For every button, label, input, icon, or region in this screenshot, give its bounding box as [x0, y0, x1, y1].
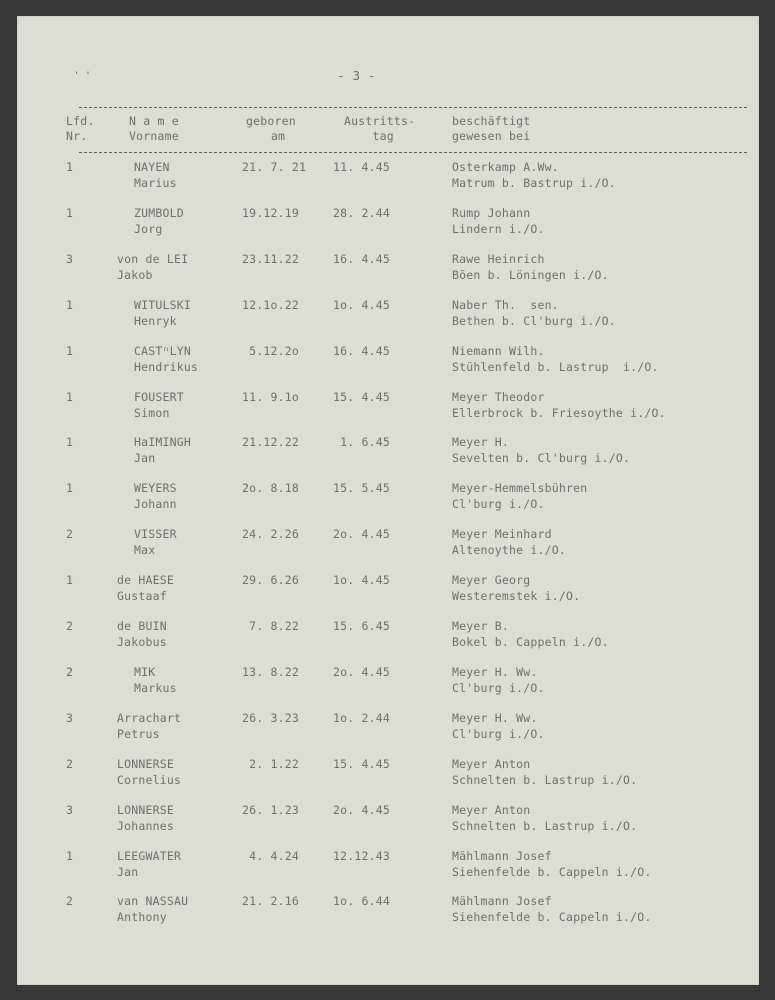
row-employer-name: Mählmann Josef [452, 894, 552, 909]
row-forename: Max [134, 543, 156, 558]
header-beschaeftigt [452, 114, 530, 144]
row-employer-place: Siehenfelde b. Cappeln i./O. [452, 910, 652, 925]
row-forename: Anthony [117, 910, 167, 925]
row-forename: Jakob [117, 267, 153, 282]
header-name-line1: N a m e [129, 114, 179, 128]
row-exit-date [333, 251, 390, 267]
table-row [17, 756, 759, 802]
row-born-date [242, 159, 306, 175]
row-born-date-text: 26. 1.23 [242, 802, 299, 817]
row-name [117, 756, 181, 788]
row-born-date [242, 756, 299, 772]
row-exit-date-text: 1o. 4.45 [333, 297, 390, 312]
row-number [66, 710, 73, 726]
row-employer-place: Stühlenfeld b. Lastrup i./O. [452, 359, 659, 374]
row-surname: MIK [134, 664, 156, 679]
typewritten-page [17, 16, 759, 985]
row-born-date [242, 434, 299, 450]
row-number-text: 1 [66, 481, 74, 496]
row-employer-place: Cl'burg i./O. [452, 497, 545, 512]
row-name [134, 480, 177, 512]
row-forename: Gustaaf [117, 589, 167, 604]
table-row [17, 434, 759, 480]
row-employer-name: Meyer H. Ww. [452, 664, 538, 679]
row-employer-name: Meyer Theodor [452, 389, 545, 404]
row-surname: VISSER [134, 527, 177, 542]
row-forename: Jan [134, 451, 156, 466]
table-row [17, 802, 759, 848]
header-beschaeftigt-line1: beschäftigt [452, 114, 531, 128]
row-forename: Markus [134, 680, 177, 695]
row-employer-name: Osterkamp A.Ww. [452, 160, 559, 174]
row-surname: ZUMBOLD [134, 205, 184, 220]
table-row [17, 664, 759, 710]
row-number-text: 2 [66, 619, 74, 633]
row-employer-name: Meyer Anton [452, 756, 531, 771]
row-employer [452, 343, 659, 375]
row-number [66, 893, 73, 909]
row-surname: HaIMINGH [134, 435, 191, 450]
row-surname: CASTⁿLYN [134, 343, 191, 358]
row-surname: WEYERS [134, 481, 177, 496]
row-forename: Jakobus [117, 635, 167, 649]
row-forename: Jorg [134, 221, 163, 236]
row-born-date-text: 7. 8.22 [242, 619, 299, 633]
row-surname: de HAESE [117, 573, 174, 588]
row-employer [452, 434, 630, 466]
row-born-date [242, 848, 299, 864]
row-born-date-text: 29. 6.26 [242, 573, 299, 588]
row-employer [452, 756, 637, 788]
row-employer-place: Bethen b. Cl'burg i./O. [452, 313, 616, 328]
row-number-text: 2 [66, 664, 74, 679]
table-row [17, 297, 759, 343]
row-born-date [242, 618, 299, 634]
row-surname: von de LEI [117, 251, 189, 266]
row-born-date [242, 710, 299, 726]
row-exit-date [333, 572, 390, 588]
row-number-text: 3 [66, 710, 74, 725]
row-name [117, 802, 174, 834]
row-exit-date [333, 159, 390, 175]
row-number [66, 618, 73, 634]
row-employer-place: Schnelten b. Lastrup i./O. [452, 818, 638, 833]
row-surname: van NASSAU [117, 894, 189, 909]
row-surname: NAYEN [134, 160, 170, 174]
row-born-date-text: 2o. 8.18 [242, 481, 299, 496]
row-employer-name: Rawe Heinrich [452, 251, 545, 266]
row-number [66, 205, 73, 221]
corner-mark: ' ' [74, 71, 91, 81]
header-am-line2: am [270, 129, 286, 143]
row-born-date [242, 893, 299, 909]
row-employer [452, 572, 580, 604]
row-employer-place: Cl'burg i./O. [452, 726, 545, 741]
row-employer-place: Cl'burg i./O. [452, 680, 545, 695]
row-exit-date-text: 12.12.43 [333, 848, 390, 863]
table-row [17, 893, 759, 939]
row-number-text: 1 [66, 435, 74, 450]
row-number-text: 1 [66, 343, 74, 358]
row-employer-name: Meyer Georg [452, 573, 531, 588]
row-name [134, 389, 184, 421]
row-born-date-text: 21. 7. 21 [242, 160, 307, 174]
header-lfd-line1: Lfd. [66, 114, 95, 128]
row-surname: WITULSKI [134, 297, 191, 312]
row-number [66, 251, 73, 267]
row-employer-name: Meyer H. [452, 435, 509, 450]
row-employer [452, 848, 651, 880]
row-number [66, 664, 73, 680]
row-number-text: 2 [66, 756, 74, 771]
header-top-rule [79, 107, 747, 108]
row-employer [452, 251, 609, 283]
row-surname: LONNERSE [117, 756, 174, 771]
page-number: - 3 - [337, 68, 376, 83]
row-employer [452, 480, 587, 512]
row-born-date [242, 664, 299, 680]
row-exit-date-text: 11. 4.45 [333, 160, 390, 174]
row-number [66, 159, 73, 175]
row-forename: Henryk [134, 313, 177, 328]
row-exit-date [333, 297, 390, 313]
row-number [66, 480, 73, 496]
row-born-date [242, 205, 299, 221]
row-employer-name: Meyer Anton [452, 802, 531, 817]
row-forename: Johannes [117, 818, 174, 833]
row-exit-date [333, 710, 390, 726]
row-exit-date-text: 2o. 4.45 [333, 802, 390, 817]
row-employer-place: Altenoythe i./O. [452, 543, 566, 558]
row-number [66, 572, 73, 588]
table-row [17, 159, 759, 205]
row-exit-date-text: 15. 6.45 [333, 619, 390, 633]
table-row [17, 618, 759, 664]
row-number [66, 526, 73, 542]
row-exit-date [333, 618, 390, 634]
table-row [17, 389, 759, 435]
table-row [17, 205, 759, 251]
row-number [66, 297, 73, 313]
row-born-date [242, 480, 299, 496]
table-row [17, 251, 759, 297]
row-number-text: 2 [66, 894, 74, 909]
row-number [66, 434, 73, 450]
row-born-date [242, 343, 299, 359]
row-number-text: 1 [66, 573, 74, 588]
row-born-date-text: 26. 3.23 [242, 710, 299, 725]
row-name [117, 893, 188, 925]
row-exit-date [333, 526, 390, 542]
header-lfd-nr [66, 114, 95, 144]
row-born-date-text: 24. 2.26 [242, 527, 299, 542]
row-exit-date [333, 343, 390, 359]
row-exit-date-text: 1o. 4.45 [333, 573, 390, 588]
row-name [134, 526, 177, 558]
row-born-date [242, 802, 299, 818]
row-exit-date-text: 2o. 4.45 [333, 664, 390, 679]
row-exit-date [333, 205, 390, 221]
row-forename: Cornelius [117, 772, 182, 787]
row-employer-name: Meyer-Hemmelsbühren [452, 481, 588, 496]
row-exit-date-text: 16. 4.45 [333, 251, 390, 266]
row-employer-place: Lindern i./O. [452, 221, 545, 236]
header-name [129, 114, 179, 144]
row-name [117, 572, 174, 604]
row-born-date-text: 2. 1.22 [242, 756, 299, 771]
row-exit-date [333, 848, 390, 864]
row-employer [452, 159, 616, 191]
row-name [134, 343, 198, 375]
row-born-date-text: 19.12.19 [242, 205, 299, 220]
table-row [17, 848, 759, 894]
row-number-text: 1 [66, 848, 74, 863]
header-gewesen-line2: gewesen bei [452, 129, 531, 143]
row-born-date-text: 5.12.2o [242, 343, 299, 358]
row-forename: Petrus [117, 726, 160, 741]
header-austrittstag [344, 114, 415, 144]
row-born-date [242, 251, 299, 267]
row-number [66, 756, 73, 772]
row-employer-name: Niemann Wilh. [452, 343, 545, 358]
row-forename: Simon [134, 405, 170, 420]
row-exit-date-text: 15. 5.45 [333, 481, 390, 496]
header-tag-line2: tag [372, 129, 394, 143]
header-vorname-line2: Vorname [129, 129, 179, 143]
row-exit-date-text: 1o. 6.44 [333, 894, 390, 909]
row-employer-name: Meyer Meinhard [452, 527, 552, 542]
row-born-date [242, 297, 299, 313]
row-employer [452, 664, 545, 696]
row-employer-name: Rump Johann [452, 205, 531, 220]
header-geboren [246, 114, 296, 144]
row-born-date-text: 23.11.22 [242, 251, 299, 266]
row-number [66, 343, 73, 359]
table-row [17, 480, 759, 526]
row-employer [452, 205, 545, 237]
row-exit-date [333, 664, 390, 680]
row-exit-date-text: 1. 6.45 [333, 435, 390, 450]
row-forename: Johann [134, 497, 177, 512]
row-born-date-text: 12.1o.22 [242, 297, 299, 312]
row-born-date-text: 21. 2.16 [242, 894, 299, 909]
row-forename: Hendrikus [134, 359, 199, 374]
row-name [117, 710, 181, 742]
row-employer-name: Meyer H. Ww. [452, 710, 538, 725]
row-surname: LEEGWATER [117, 848, 182, 863]
row-surname: LONNERSE [117, 802, 174, 817]
row-employer-place: Sevelten b. Cl'burg i./O. [452, 451, 631, 466]
row-employer-name: Meyer B. [452, 619, 509, 633]
row-number-text: 3 [66, 251, 74, 266]
table-row [17, 526, 759, 572]
row-exit-date-text: 15. 4.45 [333, 389, 390, 404]
row-exit-date [333, 802, 390, 818]
row-employer-place: Matrum b. Bastrup i./O. [452, 176, 616, 190]
row-number-text: 3 [66, 802, 74, 817]
row-name [117, 618, 167, 650]
row-born-date [242, 526, 299, 542]
row-employer-place: Ellerbrock b. Friesoythe i./O. [452, 405, 666, 420]
row-number-text: 1 [66, 160, 74, 174]
row-surname: de BUIN [117, 619, 167, 633]
row-exit-date [333, 893, 390, 909]
row-name [134, 434, 191, 466]
header-austritts-line1: Austritts- [344, 114, 416, 128]
row-employer [452, 297, 616, 329]
row-forename: Jan [117, 864, 139, 879]
row-name [117, 848, 181, 880]
row-name [117, 251, 188, 283]
row-exit-date [333, 389, 390, 405]
row-employer [452, 893, 651, 925]
row-employer-place: Böen b. Löningen i./O. [452, 267, 609, 282]
row-employer-place: Schnelten b. Lastrup i./O. [452, 772, 638, 787]
row-number-text: 1 [66, 389, 74, 404]
row-name [134, 297, 191, 329]
table-row [17, 710, 759, 756]
row-employer-place: Siehenfelde b. Cappeln i./O. [452, 864, 652, 879]
row-employer-name: Mählmann Josef [452, 848, 552, 863]
row-born-date-text: 21.12.22 [242, 435, 299, 450]
row-born-date [242, 572, 299, 588]
row-exit-date [333, 480, 390, 496]
row-exit-date [333, 756, 390, 772]
row-employer-name: Naber Th. sen. [452, 297, 559, 312]
row-employer-place: Bokel b. Cappeln i./O. [452, 635, 609, 649]
header-bottom-rule [79, 152, 747, 153]
header-geboren-line1: geboren [246, 114, 296, 128]
row-name [134, 205, 184, 237]
row-exit-date-text: 16. 4.45 [333, 343, 390, 358]
row-employer [452, 389, 666, 421]
row-number-text: 2 [66, 527, 74, 542]
row-born-date-text: 13. 8.22 [242, 664, 299, 679]
row-number [66, 389, 73, 405]
row-number-text: 1 [66, 297, 74, 312]
row-employer [452, 526, 566, 558]
row-surname: Arrachart [117, 710, 182, 725]
row-number-text: 1 [66, 205, 74, 220]
row-exit-date-text: 28. 2.44 [333, 205, 390, 220]
row-born-date-text: 4. 4.24 [242, 848, 299, 863]
row-born-date-text: 11. 9.1o [242, 389, 299, 404]
row-employer [452, 802, 637, 834]
table-row [17, 572, 759, 618]
row-number [66, 848, 73, 864]
row-surname: FOUSERT [134, 389, 184, 404]
row-exit-date-text: 1o. 2.44 [333, 710, 390, 725]
row-name [134, 664, 177, 696]
row-employer-place: Westeremstek i./O. [452, 589, 581, 604]
row-exit-date-text: 15. 4.45 [333, 756, 390, 771]
row-employer [452, 618, 609, 650]
row-employer [452, 710, 545, 742]
row-name [134, 159, 177, 191]
header-nr-line2: Nr. [66, 129, 88, 143]
row-number [66, 802, 73, 818]
row-forename: Marius [134, 176, 177, 190]
table-row [17, 343, 759, 389]
row-born-date [242, 389, 299, 405]
row-exit-date-text: 2o. 4.45 [333, 527, 390, 542]
row-exit-date [333, 434, 390, 450]
